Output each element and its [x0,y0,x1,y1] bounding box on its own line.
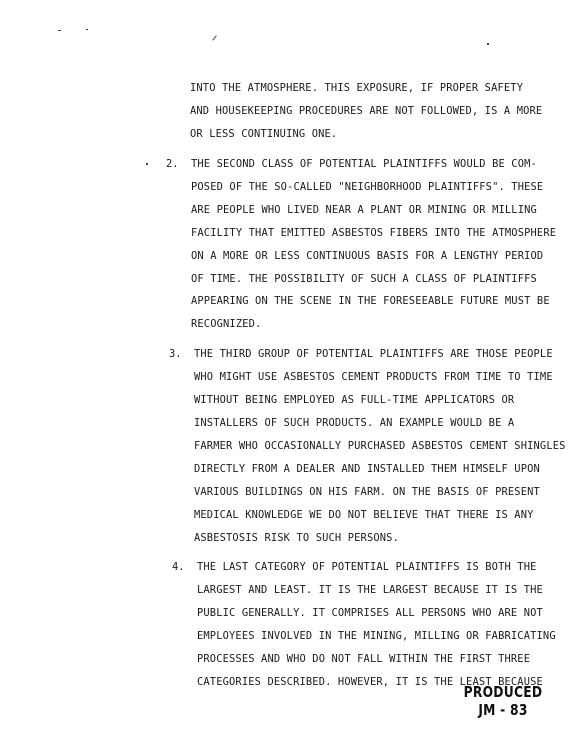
scan-speck [58,30,61,31]
text-line: ARE PEOPLE WHO LIVED NEAR A PLANT OR MINING OR MILLING [191,204,537,216]
text-line: OF TIME. THE POSSIBILITY OF SUCH A CLASS OF PLAINTIFFS [191,273,537,285]
text-line: ON A MORE OR LESS CONTINUOUS BASIS FOR A LENGTHY PERIOD [191,250,544,262]
stamp-line-produced: PRODUCED [463,683,543,701]
text-line: ASBESTOSIS RISK TO SUCH PERSONS. [194,532,399,544]
text-line: FACILITY THAT EMITTED ASBESTOS FIBERS INTO THE ATMOSPHERE [191,227,557,239]
text-line: POSED OF THE SO-CALLED "NEIGHBORHOOD PLAINTIFFS". THESE [191,181,544,193]
text-line: EMPLOYEES INVOLVED IN THE MINING, MILLING OR FABRICATING [197,630,556,642]
text-line: AND HOUSEKEEPING PROCEDURES ARE NOT FOLLOWED, IS A MORE [190,105,543,117]
scan-speck [212,35,217,40]
text-line: OR LESS CONTINUING ONE. [190,128,338,140]
produced-stamp [462,683,544,719]
text-line: THE LAST CATEGORY OF POTENTIAL PLAINTIFFS IS BOTH THE [197,561,537,573]
scan-speck [487,43,489,45]
scan-speck [86,29,88,30]
scan-speck [146,163,148,165]
text-line: INSTALLERS OF SUCH PRODUCTS. AN EXAMPLE WOULD BE A [194,417,515,429]
text-line: LARGEST AND LEAST. IT IS THE LARGEST BECAUSE IT IS THE [197,584,543,596]
stamp-line-id: JM - 83 [478,701,528,719]
text-line: THE THIRD GROUP OF POTENTIAL PLAINTIFFS ARE THOSE PEOPLE [194,348,553,360]
item-number: 3. [169,348,182,360]
text-line: PUBLIC GENERALLY. IT COMPRISES ALL PERSONS WHO ARE NOT [197,607,543,619]
item-number: 2. [166,158,179,170]
item-number: 4. [172,561,185,573]
text-line: DIRECTLY FROM A DEALER AND INSTALLED THEM HIMSELF UPON [194,463,540,475]
text-line: FARMER WHO OCCASIONALLY PURCHASED ASBESTOS CEMENT SHINGLES [194,440,566,452]
text-line: WHO MIGHT USE ASBESTOS CEMENT PRODUCTS FROM TIME TO TIME [194,371,553,383]
text-line: THE SECOND CLASS OF POTENTIAL PLAINTIFFS WOULD BE COM- [191,158,537,170]
text-line: MEDICAL KNOWLEDGE WE DO NOT BELIEVE THAT THERE IS ANY [194,509,534,521]
text-line: CATEGORIES DESCRIBED. HOWEVER, IT IS THE LEAST BECAUSE [197,676,543,688]
text-line: INTO THE ATMOSPHERE. THIS EXPOSURE, IF PROPER SAFETY [190,82,524,94]
text-line: APPEARING ON THE SCENE IN THE FORESEEABLE FUTURE MUST BE [191,295,550,307]
text-line: WITHOUT BEING EMPLOYED AS FULL-TIME APPLICATORS OR [194,394,515,406]
text-line: PROCESSES AND WHO DO NOT FALL WITHIN THE FIRST THREE [197,653,531,665]
text-line: RECOGNIZED. [191,318,262,330]
text-line: VARIOUS BUILDINGS ON HIS FARM. ON THE BASIS OF PRESENT [194,486,540,498]
